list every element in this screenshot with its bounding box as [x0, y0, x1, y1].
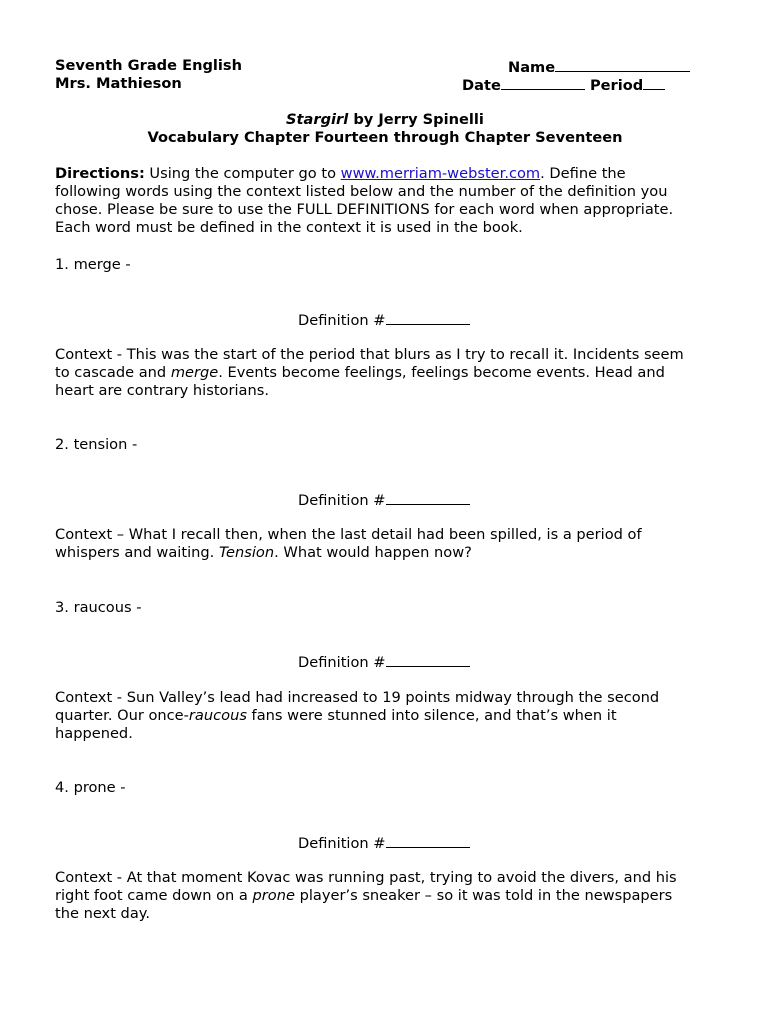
vocab-word-2: 2. tension - — [55, 436, 138, 453]
period-label: Period — [589, 77, 644, 94]
name-label: Name — [508, 59, 556, 76]
context-1: Context - This was the start of the period that blurs as I try to recall it. Incidents seem to cascade and merge. Events become feelings, feelings become events. Head and heart are contrary historians. — [55, 346, 684, 399]
vocab-word-1: 1. merge - — [55, 256, 131, 273]
directions-line-3: chose. Please be sure to use the FULL DEFINITIONS for each word when appropriate. — [55, 201, 674, 218]
merriam-webster-link[interactable]: www.merriam-webster.com — [340, 165, 541, 182]
definition-blank-2 — [386, 490, 470, 505]
name-blank — [555, 57, 690, 72]
teacher-name: Mrs. Mathieson — [55, 75, 182, 92]
directions — [55, 165, 725, 237]
definition-number-4: Definition # — [298, 833, 470, 853]
definition-blank-3 — [386, 652, 470, 667]
period-blank — [643, 75, 665, 90]
context-3: Context - Sun Valley’s lead had increased to 19 points midway through the second quarter. Our once-raucous fans were stunned into silence, and that’s when it happened. — [55, 689, 660, 742]
date-label: Date — [462, 77, 501, 94]
directions-line-2: following words using the context listed below and the number of the definition you — [55, 183, 668, 200]
context-4: Context - At that moment Kovac was running past, trying to avoid the divers, and his right foot came down on a prone player’s sneaker – so it was told in the newspapers the next day. — [55, 869, 677, 922]
date-period-field — [462, 75, 665, 95]
vocab-word-4: 4. prone - — [55, 779, 126, 796]
vocab-word-3: 3. raucous - — [55, 599, 142, 616]
page-subtitle: Vocabulary Chapter Fourteen through Chapter Seventeen — [147, 129, 623, 146]
definition-number-1: Definition # — [298, 310, 470, 330]
definition-blank-4 — [386, 833, 470, 848]
definition-blank-1 — [386, 310, 470, 325]
directions-line-1: Directions: Using the computer go to www.merriam-webster.com. Define the — [55, 165, 626, 182]
book-title-line — [0, 111, 770, 129]
directions-label: Directions: — [55, 165, 145, 182]
name-field — [508, 57, 690, 77]
course-title: Seventh Grade English — [55, 57, 242, 74]
definition-number-2: Definition # — [298, 490, 470, 510]
context-2: Context – What I recall then, when the last detail had been spilled, is a period of whispers and waiting. Tension. What would happen now? — [55, 526, 642, 561]
date-blank — [501, 75, 585, 90]
book-title: Stargirl — [286, 111, 349, 128]
book-author: by Jerry Spinelli — [348, 111, 484, 128]
directions-line-4: Each word must be defined in the context it is used in the book. — [55, 219, 523, 236]
definition-number-3: Definition # — [298, 652, 470, 672]
